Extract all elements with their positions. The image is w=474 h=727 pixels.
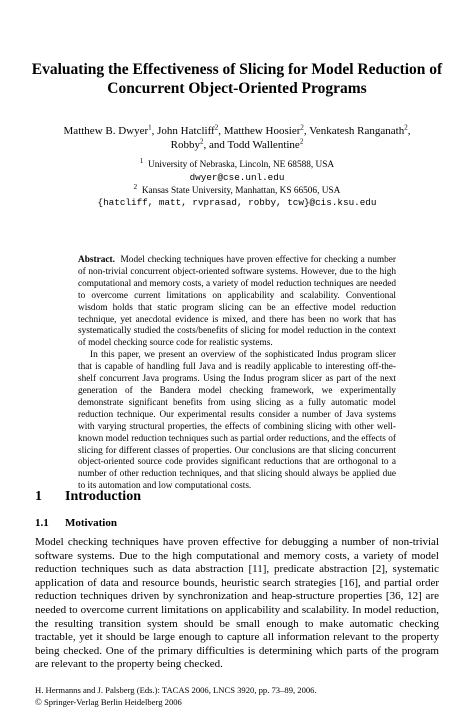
abstract: [78, 255, 396, 493]
footer: [35, 685, 317, 708]
author-separator: ,: [203, 139, 209, 151]
author-affiliation-mark: 2: [404, 123, 408, 132]
author-name: Matthew B. Dwyer: [63, 125, 149, 137]
abstract-paragraph: In this paper, we present an overview of the sophisticated Indus program slicer that is capable of handling full Java and is readily applicable to interesting off-the-shelf concurrent Java programs. Using the Indus program slicer as part of the next generation of the Bandera model checking framework, we experimentally demonstrate significant benefits from using slicing as a fully automatic model reduction technique. Our experimental results consider a number of Java systems with varying structural properties, the effects of combining slicing with other well-known model reduction techniques such as partial order reductions, and the effects of slicing for different classes of properties. Our conclusions are that slicing concurrent object-oriented source code provides significant reductions that are orthogonal to a number of other reduction techniques, and that slicing should always be applied due to its automation and low computational costs.: [78, 350, 396, 492]
body-text: [35, 536, 439, 672]
section-heading: [35, 489, 141, 505]
author-separator: ,: [303, 125, 310, 137]
copyright-icon: ©: [35, 696, 42, 707]
subsection-heading: [35, 517, 117, 529]
author-name: Matthew Hoosier: [223, 125, 301, 137]
footer-citation: H. Hermanns and J. Palsberg (Eds.): TACAS 2006, LNCS 3920, pp. 73–89, 2006.: [35, 685, 317, 695]
affiliation-institution: University of Nebraska, Lincoln, NE 68588, USA: [147, 160, 335, 170]
author-separator: ,: [407, 125, 411, 137]
author-affiliation-mark: 2: [200, 137, 204, 146]
author-affiliation-mark: 1: [148, 123, 152, 132]
abstract-paragraph: [78, 255, 396, 350]
body-paragraph: Model checking techniques have proven effective for debugging a number of non-trivial software systems. Due to the high computational and memory costs, a variety of model reduction techniques such as data abstraction [11], predicate abstraction [2], systematic application of data and resource bounds, heuristic search strategies [16], and partial order reduction techniques driven by synchronization and heap-structure properties [36, 12] are needed to overcome current limitations on applicability and scalability. In model reduction, the resulting transition system should be small enough to make automatic checking tractable, yet it should be large enough to capture all information relevant to the property being checked. One of the primary difficulties is determining which parts of the program are relevant to the property being checked.: [35, 536, 439, 671]
author-affiliation-mark: 2: [299, 137, 304, 146]
abstract-label: Abstract.: [78, 255, 115, 265]
affiliations: [25, 156, 449, 210]
footer-copyright: [35, 697, 317, 709]
section-title: Introduction: [65, 489, 141, 504]
affiliation-email: dwyer@cse.unl.edu: [189, 171, 285, 183]
affiliation-2: [25, 182, 449, 198]
author-list: [25, 124, 449, 152]
author-and: and: [209, 139, 228, 151]
affiliation-mark: 2: [133, 182, 138, 191]
author-separator: ,: [151, 125, 158, 137]
affiliation-institution: Kansas State University, Manhattan, KS 66506, USA: [141, 185, 341, 196]
author-name: Robby: [170, 139, 200, 151]
abstract-text: Model checking techniques have proven effective for checking a number of non-trivial concurrent object-oriented software systems. However, due to the high computational and memory costs, a variety of model reduction techniques are needed to overcome current limitations on applicability and scalability. Conventional wisdom holds that static program slicing can be an effective model reduction technique, yet anecdotal evidence is mixed, and there has been no work that has systematically studied the costs/benefits of slicing for model reduction in the context of model checking source code for realistic systems.: [78, 255, 396, 349]
footer-publisher: Springer-Verlag Berlin Heidelberg 2006: [41, 696, 182, 707]
author-name: John Hatcliff: [157, 125, 215, 137]
affiliation-mark: 1: [139, 156, 144, 165]
affiliation-1: [25, 156, 449, 172]
paper-title: Evaluating the Effectiveness of Slicing for Model Reduction of Concurrent Object-Oriented Programs: [31, 61, 443, 97]
section-number: 1: [35, 489, 42, 504]
author-name: Venkatesh Ranganath: [309, 125, 405, 137]
subsection-number: 1.1: [35, 517, 49, 529]
author-separator: ,: [218, 125, 224, 137]
affiliation-email: {hatcliff, matt, rvprasad, robby, tcw}@cis.ksu.edu: [97, 197, 377, 209]
author-name: Todd Wallentine: [227, 139, 300, 151]
subsection-title: Motivation: [65, 517, 117, 529]
author-affiliation-mark: 2: [300, 123, 304, 132]
author-affiliation-mark: 2: [214, 123, 219, 132]
